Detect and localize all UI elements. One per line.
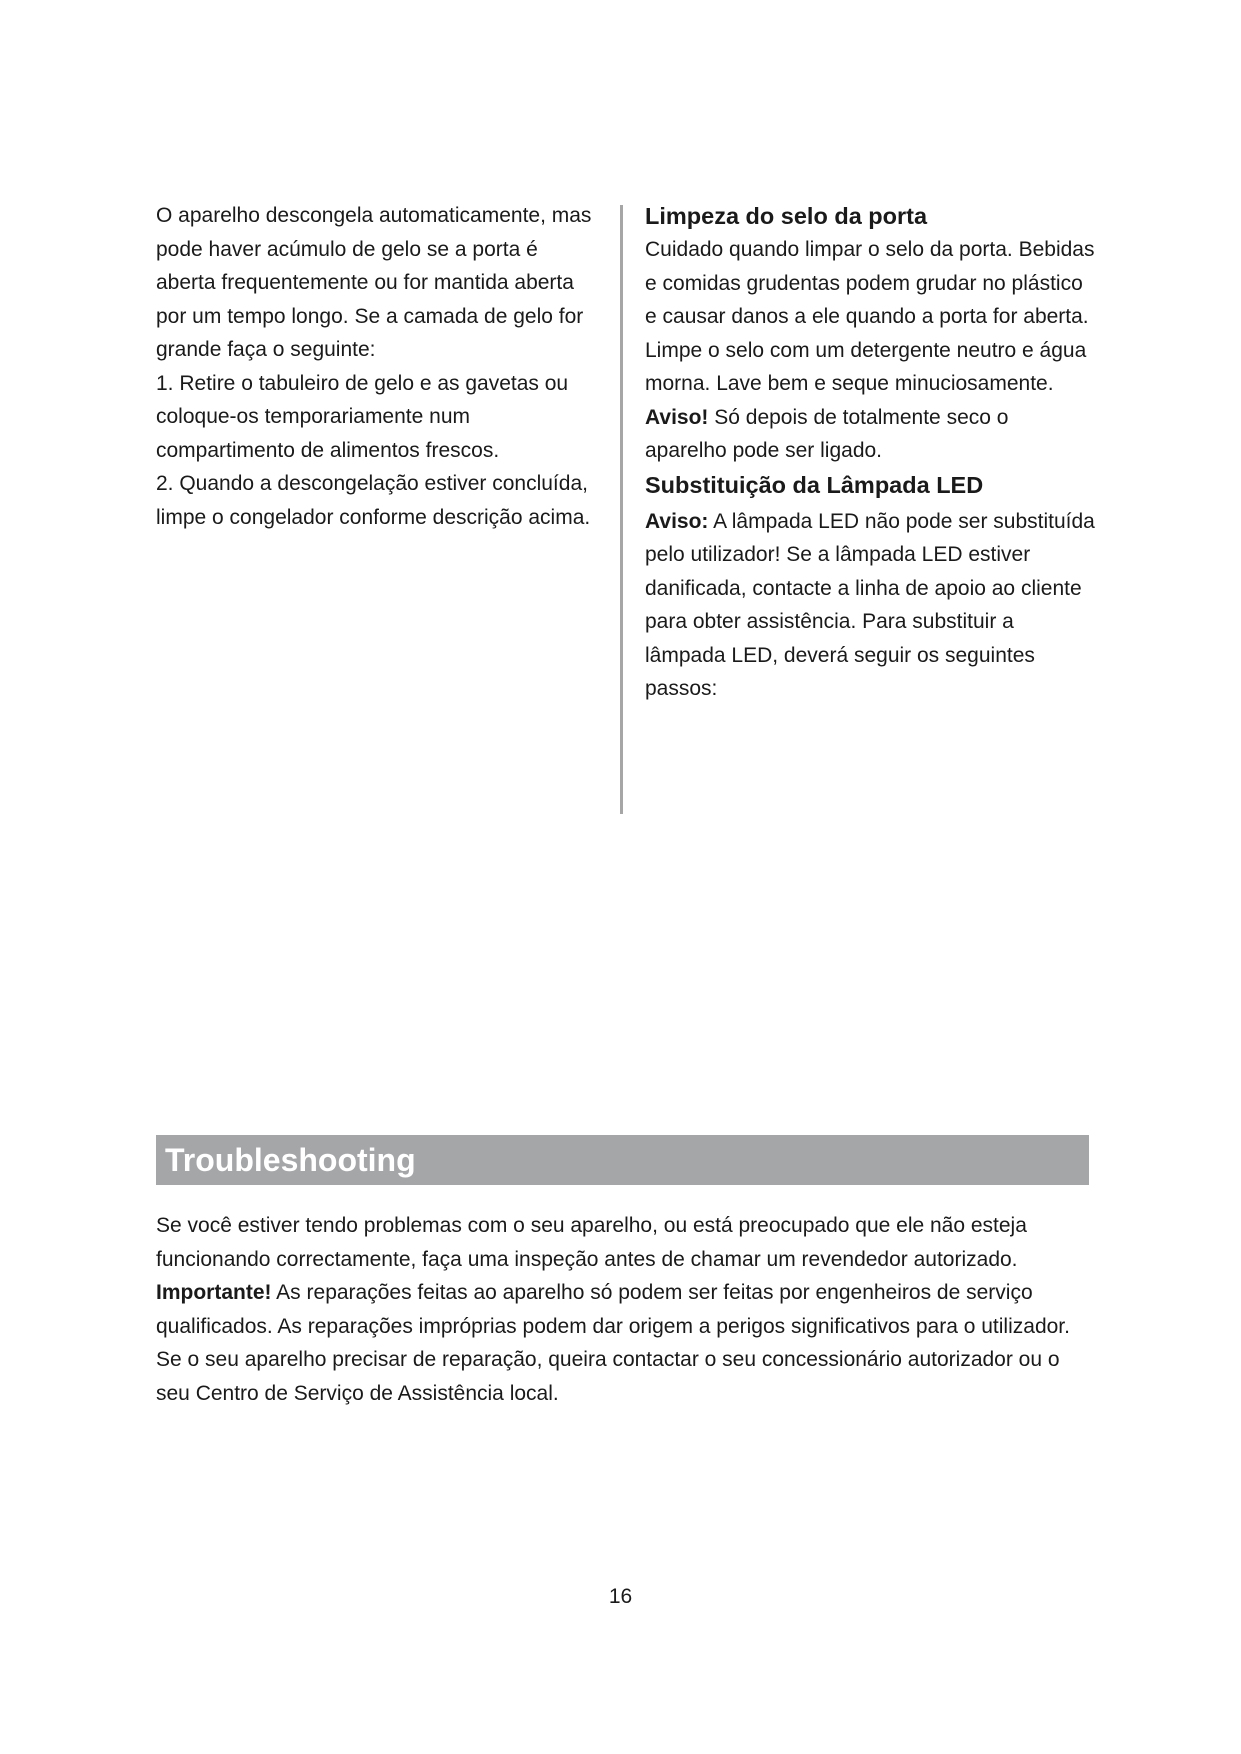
- left-column: [156, 199, 601, 534]
- page-number: 16: [608, 1585, 633, 1608]
- door-seal-heading: Limpeza do selo da porta: [645, 203, 928, 229]
- door-seal-warning-label: Aviso!: [645, 405, 709, 429]
- column-divider: [620, 205, 623, 814]
- door-seal-body: Cuidado quando limpar o selo da porta. Bebidas e comidas grudentas podem grudar no plástico e causar danos a ele quando a porta for aberta. Limpe o selo com um detergente neutro e água morna. Lave bem e seque minuciosamente.: [645, 238, 1095, 395]
- led-warning-text: A lâmpada LED não pode ser substituída pelo utilizador! Se a lâmpada LED estiver danificada, contacte a linha de apoio ao cliente para obter assistência. Para substituir a lâmpada LED, deverá seguir os seguintes passos:: [645, 509, 1095, 700]
- defrost-step-1: 1. Retire o tabuleiro de gelo e as gavetas ou coloque-os temporariamente num compartimento de alimentos frescos.: [156, 371, 569, 462]
- defrost-intro: O aparelho descongela automaticamente, mas pode haver acúmulo de gelo se a porta é aberta frequentemente ou for mantida aberta por um tempo longo. Se a camada de gelo for grande faça o seguinte:: [156, 204, 592, 361]
- troubleshooting-body: [156, 1209, 1091, 1410]
- led-warning: [645, 505, 1095, 706]
- right-column: [645, 199, 1095, 706]
- door-seal-warning: [645, 401, 1095, 468]
- troubleshooting-intro: Se você estiver tendo problemas com o seu aparelho, ou está preocupado que ele não esteja funcionando correctamente, faça uma inspeção antes de chamar um revendedor autorizado.: [156, 1214, 1027, 1271]
- troubleshooting-title: Troubleshooting: [165, 1142, 416, 1178]
- led-warning-label: Aviso:: [645, 509, 709, 533]
- important-label: Importante!: [156, 1281, 272, 1304]
- defrost-step-2: 2. Quando a descongelação estiver concluída, limpe o congelador conforme descrição acima.: [156, 472, 591, 529]
- door-seal-warning-text: Só depois de totalmente seco o aparelho pode ser ligado.: [645, 405, 1009, 462]
- troubleshooting-important: [156, 1276, 1091, 1410]
- important-text: As reparações feitas ao aparelho só podem ser feitas por engenheiros de serviço qualificados. As reparações impróprias podem dar origem a perigos significativos para o utilizador. Se o seu aparelho precisar de reparação, queira contactar o seu concessionário autorizador ou o seu Centro de Serviço de Assistência local.: [156, 1281, 1070, 1405]
- led-heading: Substituição da Lâmpada LED: [645, 471, 984, 498]
- troubleshooting-banner: [156, 1135, 1089, 1185]
